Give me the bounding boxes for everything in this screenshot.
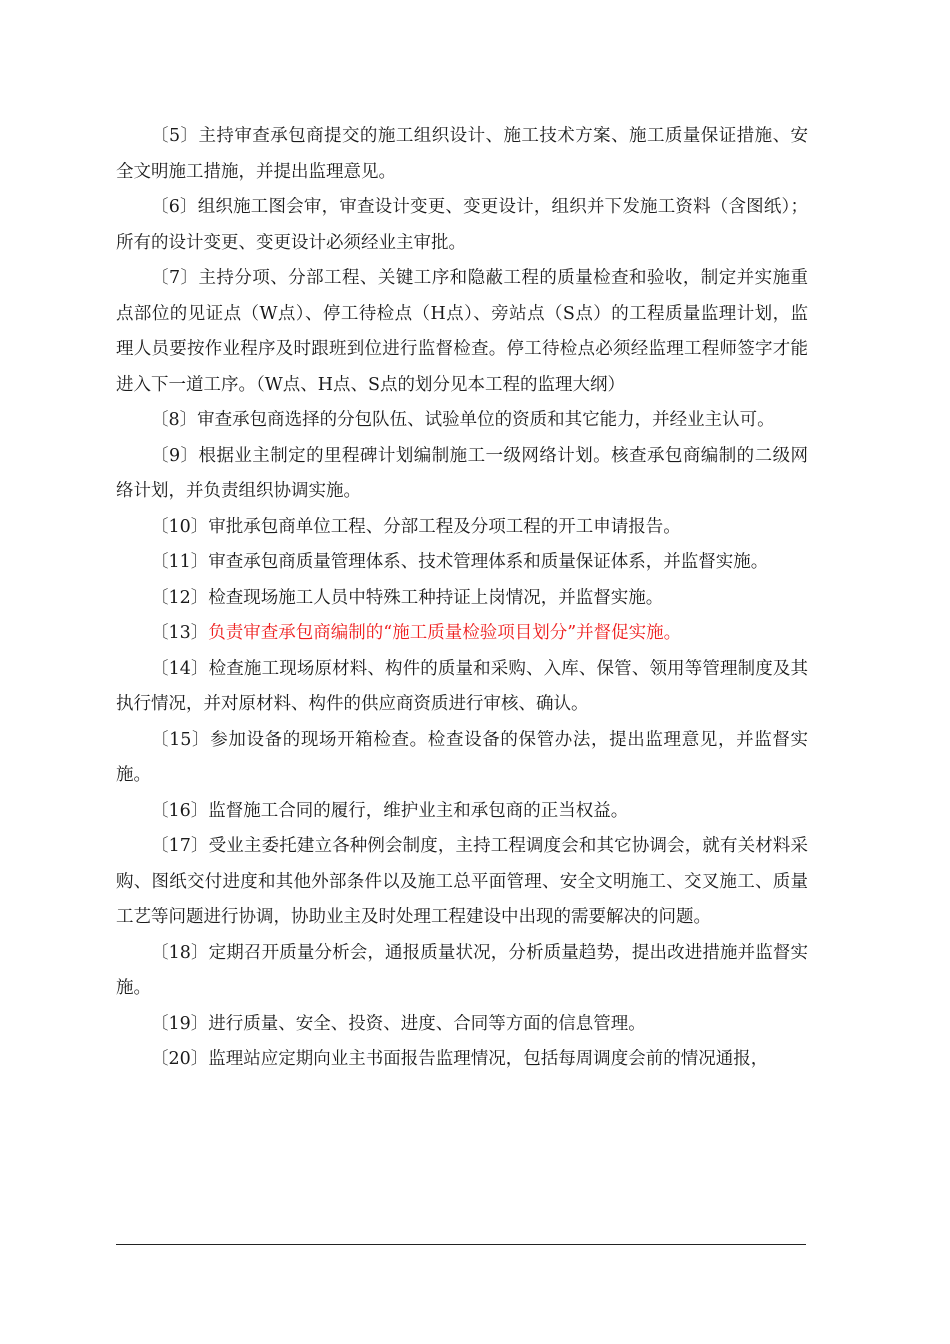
item-text: 审查承包商质量管理体系、技术管理体系和质量保证体系，并监督实施。 <box>208 552 769 572</box>
paragraph-6 <box>116 190 808 261</box>
paragraph-15 <box>116 723 808 794</box>
item-text: 主持审查承包商提交的施工组织设计、施工技术方案、施工质量保证措施、安全文明施工措施，并提出监理意见。 <box>116 126 809 182</box>
item-text: 根据业主制定的里程碑计划编制施工一级网络计划。核查承包商编制的二级网络计划，并负责组织协调实施。 <box>116 445 809 501</box>
paragraph-18 <box>116 936 808 1007</box>
item-number: 〔13〕 <box>151 623 209 643</box>
paragraph-14 <box>116 652 808 723</box>
item-number: 〔10〕 <box>151 516 209 537</box>
item-text: 检查施工现场原材料、构件的质量和采购、入库、保管、领用等管理制度及其执行情况，并对原材料、构件的供应商资质进行审核、确认。 <box>116 658 808 714</box>
item-text: 审查承包商选择的分包队伍、试验单位的资质和其它能力，并经业主认可。 <box>197 410 775 430</box>
document-body <box>116 119 808 1078</box>
item-text-highlighted: 负责审查承包商编制的“施工质量检验项目划分”并督促实施。 <box>208 623 682 643</box>
item-number: 〔15〕 <box>151 729 211 750</box>
item-text: 定期召开质量分析会，通报质量状况，分析质量趋势，提出改进措施并监督实施。 <box>116 942 808 998</box>
paragraph-12 <box>116 581 808 617</box>
item-number: 〔5〕 <box>151 126 199 146</box>
item-number: 〔7〕 <box>151 268 199 288</box>
item-text: 检查现场施工人员中特殊工种持证上岗情况，并监督实施。 <box>208 587 664 608</box>
item-number: 〔9〕 <box>151 445 199 466</box>
item-text: 参加设备的现场开箱检查。检查设备的保管办法，提出监理意见，并监督实施。 <box>116 729 808 785</box>
paragraph-9 <box>116 439 808 510</box>
item-number: 〔14〕 <box>151 658 209 679</box>
item-text: 进行质量、安全、投资、进度、合同等方面的信息管理。 <box>208 1013 646 1034</box>
paragraph-11 <box>116 545 808 581</box>
paragraph-20 <box>116 1042 808 1078</box>
paragraph-8 <box>116 403 808 439</box>
item-text: 组织施工图会审，审查设计变更、变更设计，组织并下发施工资料（含图纸）；所有的设计变更、变更设计必须经业主审批。 <box>116 197 808 253</box>
footer-divider <box>116 1244 806 1245</box>
paragraph-17 <box>116 829 808 936</box>
item-number: 〔6〕 <box>151 197 198 217</box>
item-text: 受业主委托建立各种例会制度，主持工程调度会和其它协调会，就有关材料采购、图纸交付进度和其他外部条件以及施工总平面管理、安全文明施工、交叉施工、质量工艺等问题进行协调，协助业主及时处理工程建设中出现的需要解决的问题。 <box>116 836 808 927</box>
paragraph-13-highlighted <box>116 616 808 652</box>
item-number: 〔17〕 <box>151 836 209 856</box>
item-number: 〔16〕 <box>151 800 209 821</box>
paragraph-19 <box>116 1007 808 1043</box>
item-number: 〔11〕 <box>151 552 209 572</box>
paragraph-10 <box>116 510 808 546</box>
item-text: 审批承包商单位工程、分部工程及分项工程的开工申请报告。 <box>208 516 681 537</box>
item-text: 监督施工合同的履行，维护业主和承包商的正当权益。 <box>208 800 629 821</box>
item-number: 〔18〕 <box>151 942 209 963</box>
item-number: 〔19〕 <box>151 1013 209 1034</box>
item-number: 〔8〕 <box>151 410 198 430</box>
paragraph-5 <box>116 119 808 190</box>
item-number: 〔12〕 <box>151 587 209 608</box>
item-number: 〔20〕 <box>151 1049 209 1069</box>
item-text: 主持分项、分部工程、关键工序和隐蔽工程的质量检查和验收，制定并实施重点部位的见证点（W点）、停工待检点（H点）、旁站点（S点）的工程质量监理计划，监理人员要按作业程序及时跟班到位进行监督检查。停工待检点必须经监理工程师签字才能进入下一道工序。（W点、H点、S点的划分见本工程的监理大纲） <box>116 268 809 395</box>
paragraph-7 <box>116 261 808 403</box>
paragraph-16 <box>116 794 808 830</box>
item-text: 监理站应定期向业主书面报告监理情况，包括每周调度会前的情况通报， <box>208 1049 769 1069</box>
